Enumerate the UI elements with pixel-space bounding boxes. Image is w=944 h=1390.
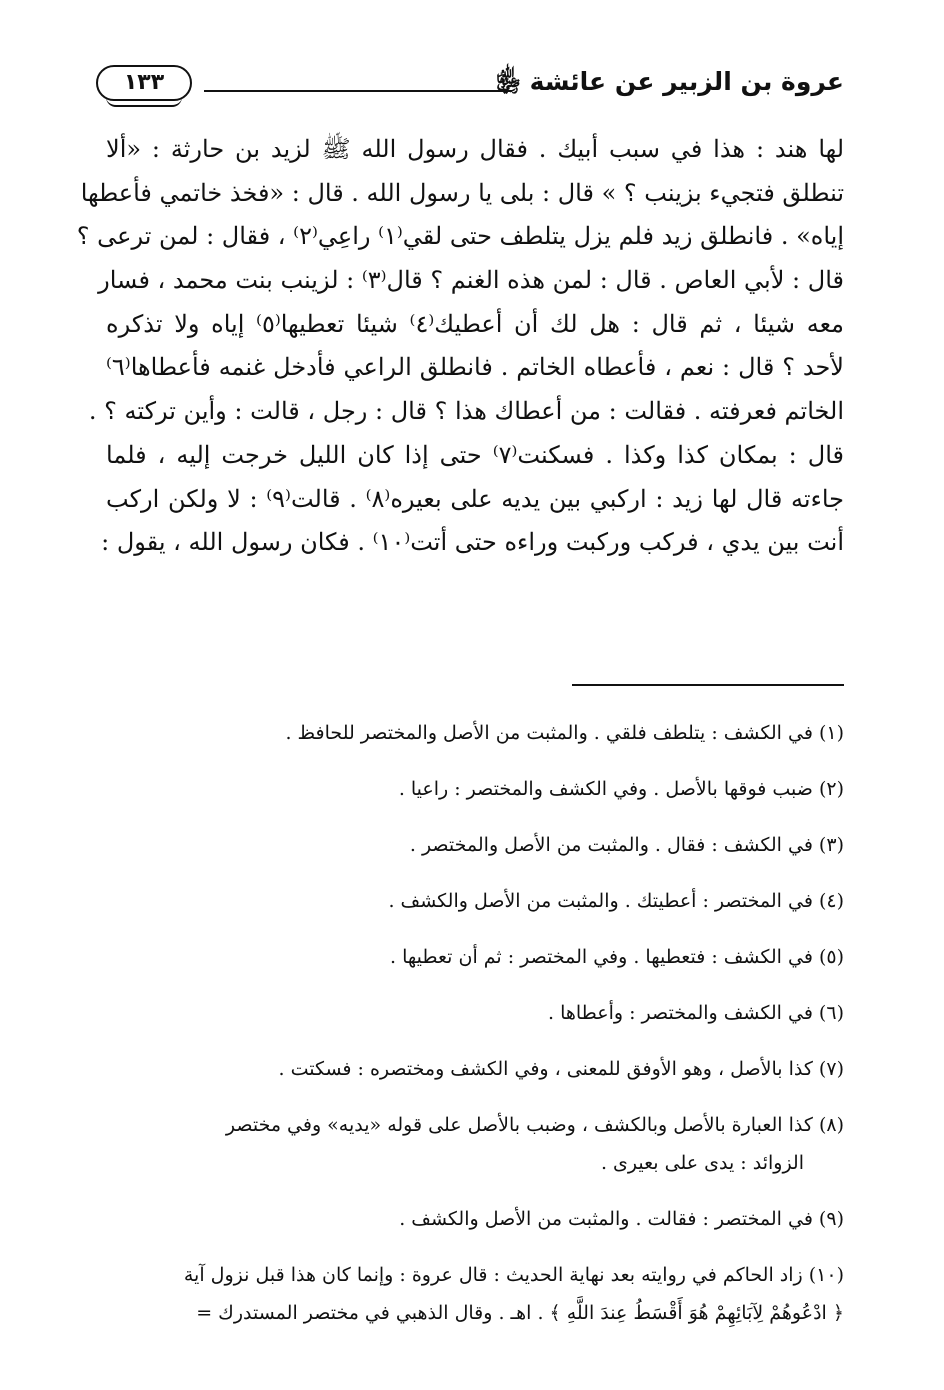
footnote-continuation: الزوائد : يدى على بعيرى . bbox=[600, 1152, 804, 1174]
footnote bbox=[100, 1200, 844, 1238]
footnote-text: (١) في الكشف : يتلطف فلقي . والمثبت من الأصل والمختصر للحافظ . bbox=[285, 722, 844, 744]
main-text bbox=[76, 128, 845, 565]
footnotes bbox=[100, 714, 844, 1332]
text-line: إياه» . فانطلق زيد فلم يزل يتلطف حتى لقي⁽١⁾ راعِي⁽٢⁾ ، فقال : لمن ترعى ؟ bbox=[76, 222, 844, 251]
footnote-text: (١٠) زاد الحاكم في روايته بعد نهاية الحديث : قال عروة : وإنما كان هذا قبل نزول آية bbox=[183, 1264, 844, 1286]
footnote-text: (٩) في المختصر : فقالت . والمثبت من الأصل والكشف . bbox=[399, 1208, 844, 1230]
text-line: أنت بين يدي ، فركب وركبت وراءه حتى أتت⁽١٠⁾ . فكان رسول الله ، يقول : bbox=[101, 528, 844, 557]
text-line: جاءته قال لها زيد : اركبي بين يديه على بعيره⁽٨⁾ . قالت⁽٩⁾ : لا ولكن اركب bbox=[106, 484, 844, 513]
text-line: قال : لأبي العاص . قال : لمن هذه الغنم ؟ قال⁽٣⁾ : لزينب بنت محمد ، فسار bbox=[98, 266, 844, 295]
footnote-text: (٢) ضبب فوقها بالأصل . وفي الكشف والمختصر : راعيا . bbox=[398, 778, 844, 800]
footnote bbox=[100, 770, 844, 808]
footnote bbox=[100, 1256, 844, 1332]
footnote-continuation: ﴿ ادْعُوهُمْ لِآبَائِهِمْ هُوَ أَقْسَطُ عِندَ اللَّهِ ﴾ . اهـ . وقال الذهبي في مختصر المستدرك = bbox=[196, 1302, 844, 1324]
footnote-text: (٨) كذا العبارة بالأصل وبالكشف ، وضبب بالأصل على قوله «يديه» وفي مختصر bbox=[225, 1114, 844, 1136]
footnote bbox=[100, 714, 844, 752]
text-line: تنطلق فتجيء بزينب ؟ » قال : بلى يا رسول الله . قال : «فخذ خاتمي فأعطها bbox=[80, 178, 844, 207]
running-title: عروة بن الزبير عن عائشة ﵂ bbox=[495, 67, 844, 96]
text-line: قال : بمكان كذا وكذا . فسكنت⁽٧⁾ حتى إذا كان الليل خرجت إليه ، فلما bbox=[106, 440, 844, 469]
footnote-separator bbox=[572, 684, 844, 686]
footnote bbox=[100, 826, 844, 864]
footnote bbox=[100, 882, 844, 920]
page-header bbox=[96, 60, 844, 120]
footnote-text: (٣) في الكشف : فقال . والمثبت من الأصل والمختصر . bbox=[409, 834, 844, 856]
text-line: معه شيئا ، ثم قال : هل لك أن أعطيك⁽٤⁾ شيئا تعطيها⁽٥⁾ إياه ولا تذكره bbox=[106, 309, 845, 338]
text-line: لها هند : هذا في سبب أبيك . فقال رسول الله ﷺ لزيد بن حارثة : «ألا bbox=[106, 135, 844, 163]
footnote bbox=[100, 994, 844, 1032]
text-line: لأحد ؟ قال : نعم ، فأعطاه الخاتم . فانطلق الراعي فأدخل غنمه فأعطاها⁽٦⁾ bbox=[106, 353, 844, 382]
page-number: ١٣٣ bbox=[96, 65, 192, 101]
footnote-text: (٥) في الكشف : فتعطيها . وفي المختصر : ثم أن تعطيها . bbox=[390, 946, 844, 968]
header-rule bbox=[204, 90, 512, 92]
text-line: الخاتم فعرفته . فقالت : من أعطاك هذا ؟ قال : رجل ، قالت : وأين تركته ؟ . bbox=[88, 397, 844, 426]
footnote bbox=[100, 938, 844, 976]
footnote-text: (٤) في المختصر : أعطيتك . والمثبت من الأصل والكشف . bbox=[388, 890, 844, 912]
footnote-text: (٧) كذا بالأصل ، وهو الأوفق للمعنى ، وفي الكشف ومختصره : فسكتت . bbox=[278, 1058, 844, 1080]
footnote-text: (٦) في الكشف والمختصر : وأعطاها . bbox=[548, 1002, 844, 1024]
footnote bbox=[100, 1050, 844, 1088]
footnote bbox=[100, 1106, 844, 1182]
